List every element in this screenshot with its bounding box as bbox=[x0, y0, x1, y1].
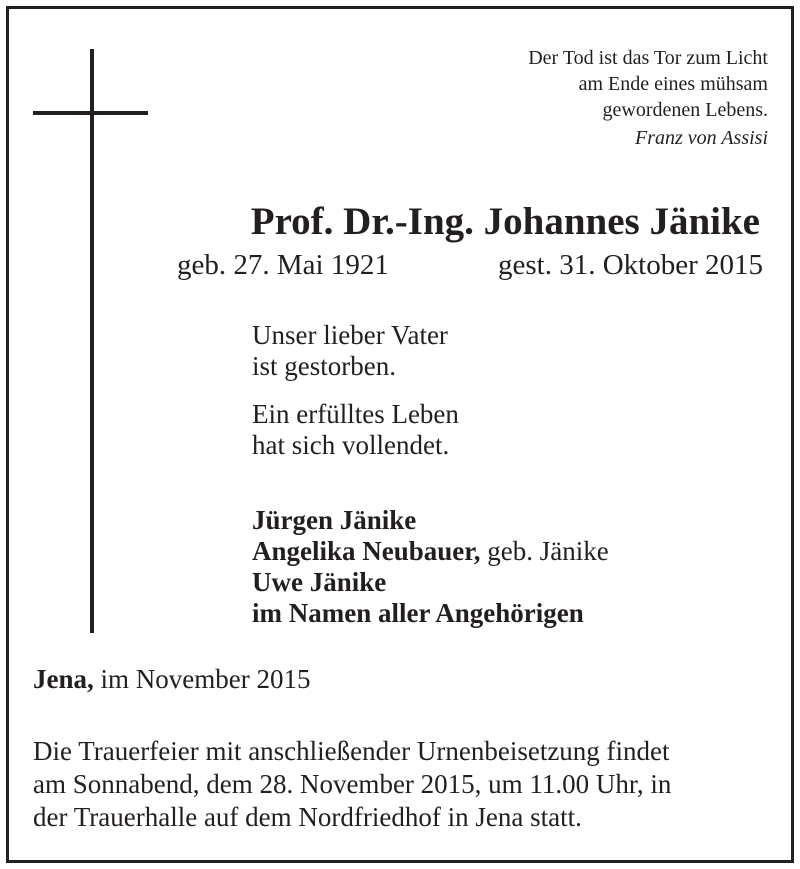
signer-name: Uwe Jänike bbox=[252, 567, 387, 597]
place-and-date bbox=[33, 664, 310, 695]
obituary-notice bbox=[6, 6, 794, 863]
signer-name: Jürgen Jänike bbox=[252, 505, 417, 535]
quote-line: am Ende eines mühsam bbox=[578, 73, 768, 95]
verse-stanza-1 bbox=[252, 320, 448, 382]
quote-line: Der Tod ist das Tor zum Licht bbox=[528, 47, 768, 69]
quote-author: Franz von Assisi bbox=[635, 127, 768, 149]
verse-stanza-2 bbox=[252, 399, 459, 461]
place-date: im November 2015 bbox=[93, 664, 311, 694]
service-line: Die Trauerfeier mit anschließender Urnenbeisetzung findet bbox=[33, 736, 670, 766]
verse-line: Unser lieber Vater bbox=[252, 320, 448, 350]
quote-line: gewordenen Lebens. bbox=[602, 99, 768, 121]
cross-icon-vertical-bar bbox=[90, 49, 94, 633]
mourners-list bbox=[252, 505, 609, 629]
cross-icon-horizontal-bar bbox=[33, 111, 148, 115]
signers-closing: im Namen aller Angehörigen bbox=[252, 598, 584, 628]
signer-name: Angelika Neubauer, bbox=[252, 536, 481, 566]
verse-line: ist gestorben. bbox=[252, 351, 396, 381]
epigraph-quote bbox=[528, 45, 768, 151]
service-line: am Sonnabend, dem 28. November 2015, um 11.00 Uhr, in bbox=[33, 769, 672, 799]
birth-date: geb. 27. Mai 1921 bbox=[177, 249, 389, 281]
verse-line: hat sich vollendet. bbox=[252, 430, 450, 460]
deceased-name: Prof. Dr.-Ing. Johannes Jänike bbox=[250, 200, 760, 243]
place-city: Jena, bbox=[33, 664, 94, 694]
funeral-service-info bbox=[33, 735, 773, 834]
signer-maiden-name: geb. Jänike bbox=[480, 536, 609, 566]
service-line: der Trauerhalle auf dem Nordfriedhof in Jena statt. bbox=[33, 802, 582, 832]
death-date: gest. 31. Oktober 2015 bbox=[498, 249, 763, 281]
verse-line: Ein erfülltes Leben bbox=[252, 399, 459, 429]
